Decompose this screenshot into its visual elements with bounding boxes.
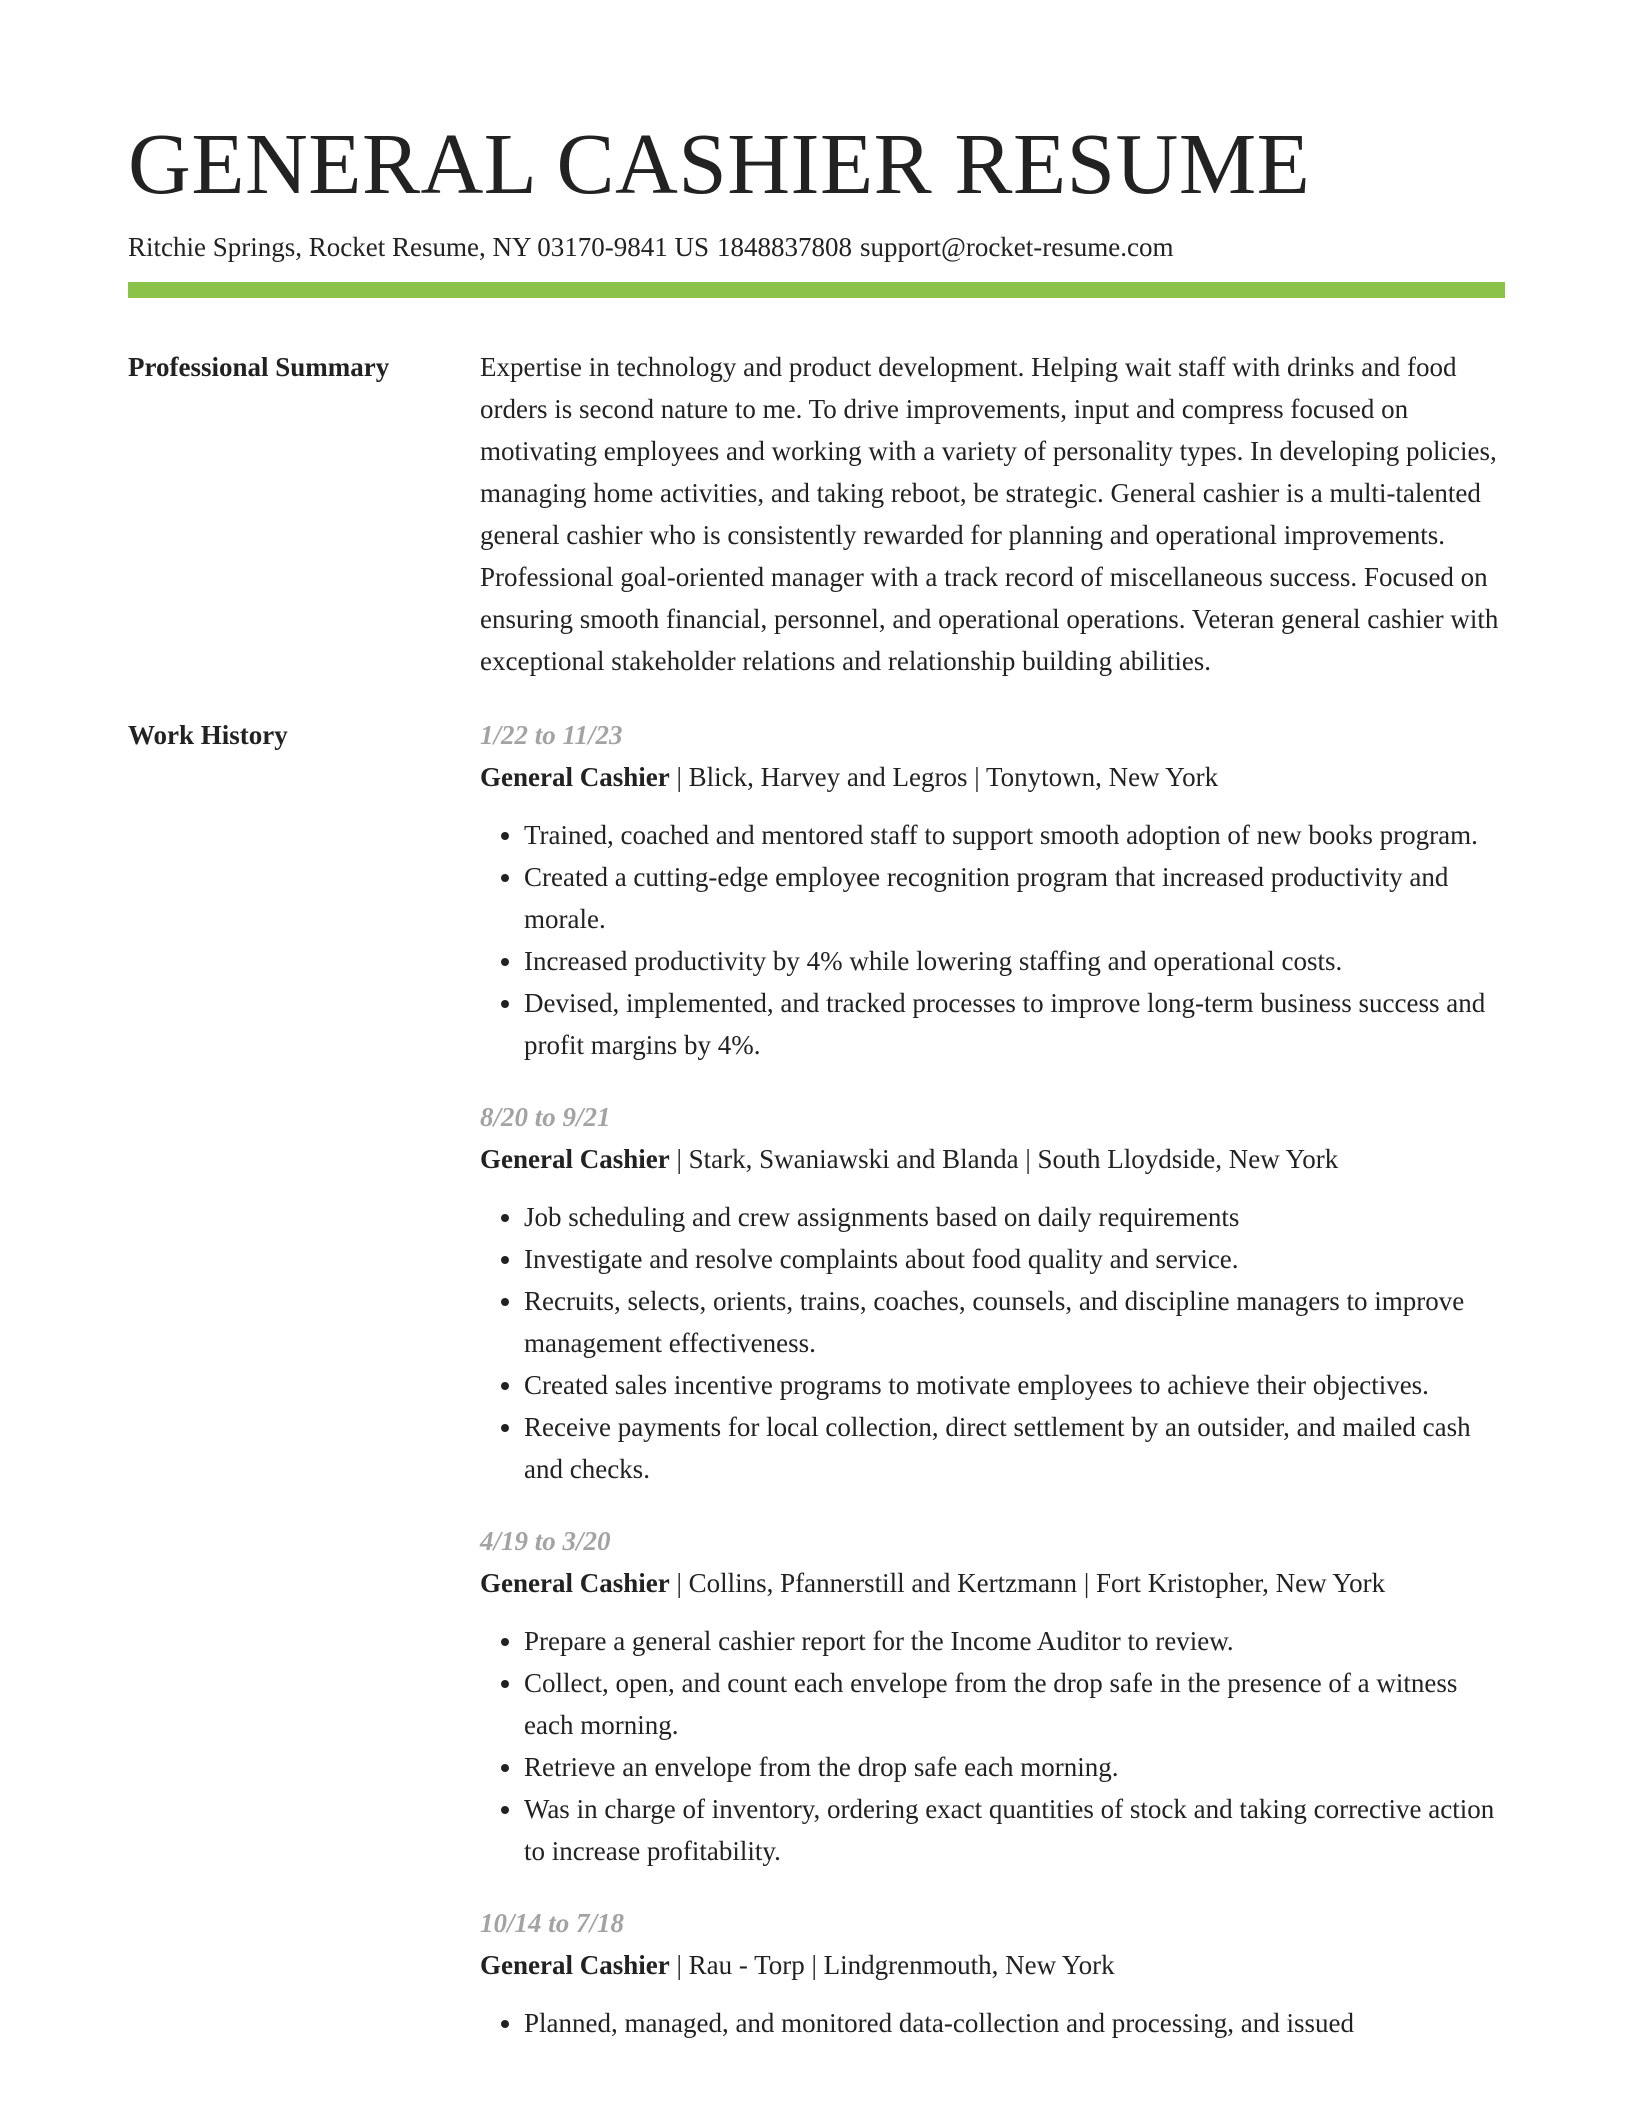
separator: | <box>811 1949 817 1980</box>
job-bullets <box>480 2002 1505 2044</box>
summary-text: Expertise in technology and product development. Helping wait staff with drinks and food orders is second nature to me. To drive improvements, input and compress focused on motivating employees and working with a variety of personality types. In developing policies, managing home activities, and taking reboot, be strategic. General cashier is a multi-talented general cashier who is consistently rewarded for planning and operational improvements. Professional goal-oriented manager with a track record of miscellaneous success. Focused on ensuring smooth financial, personnel, and operational operations. Veteran general cashier with exceptional stakeholder relations and relationship building abilities. <box>480 351 1499 676</box>
contact-email: support@rocket-resume.com <box>859 232 1174 263</box>
job-bullets <box>480 814 1505 1066</box>
job-heading <box>480 1944 1505 1986</box>
separator: | <box>676 1567 682 1598</box>
job-location: Tonytown, New York <box>985 761 1219 792</box>
job-title: General Cashier <box>480 1143 670 1174</box>
job-company: Blick, Harvey and Legros <box>688 761 968 792</box>
job-title: General Cashier <box>480 1567 670 1598</box>
job-heading <box>480 1562 1505 1604</box>
job-bullet: • Created a cutting-edge employee recognition program that increased productivity and morale. <box>524 856 1505 940</box>
resume-page <box>128 115 1505 2074</box>
job-entry <box>480 714 1505 1066</box>
job-company: Rau - Torp <box>688 1949 805 1980</box>
job-bullet: • Planned, managed, and monitored data-collection and processing, and issued <box>524 2002 1505 2044</box>
job-bullet: • Increased productivity by 4% while lowering staffing and operational costs. <box>524 940 1505 982</box>
separator: | <box>676 1949 682 1980</box>
job-location: Lindgrenmouth, New York <box>823 1949 1115 1980</box>
contact-address: Ritchie Springs, Rocket Resume, NY 03170-9841 US <box>128 232 709 263</box>
contact-line <box>128 231 1505 263</box>
separator: | <box>974 761 980 792</box>
job-bullet: • Receive payments for local collection, direct settlement by an outsider, and mailed cash and checks. <box>524 1406 1505 1490</box>
separator: | <box>1083 1567 1090 1598</box>
section-label-work-history: Work History <box>128 719 288 750</box>
job-heading <box>480 1138 1505 1180</box>
job-bullet: • Trained, coached and mentored staff to support smooth adoption of new books program. <box>524 814 1505 856</box>
professional-summary-section <box>128 346 1505 682</box>
job-dates: 1/22 to 11/23 <box>480 719 623 750</box>
job-bullet: • Retrieve an envelope from the drop safe each morning. <box>524 1746 1505 1788</box>
job-heading <box>480 756 1505 798</box>
job-bullets <box>480 1196 1505 1490</box>
job-location: Fort Kristopher, New York <box>1095 1567 1386 1598</box>
job-bullets <box>480 1620 1505 1872</box>
job-entry <box>480 1096 1505 1490</box>
contact-phone: 1848837808 <box>716 232 852 263</box>
job-bullet: • Prepare a general cashier report for the Income Auditor to review. <box>524 1620 1505 1662</box>
job-bullet: • Devised, implemented, and tracked processes to improve long-term business success and profit margins by 4%. <box>524 982 1505 1066</box>
job-dates: 4/19 to 3/20 <box>480 1525 611 1556</box>
job-company: Stark, Swaniawski and Blanda <box>688 1143 1019 1174</box>
header-divider <box>128 282 1505 298</box>
resume-title: GENERAL CASHIER RESUME <box>128 115 1311 212</box>
separator: | <box>1025 1143 1031 1174</box>
job-dates: 8/20 to 9/21 <box>480 1101 611 1132</box>
job-title: General Cashier <box>480 1949 670 1980</box>
jobs-list <box>480 714 1505 2074</box>
job-location: South Lloydside, New York <box>1037 1143 1339 1174</box>
separator: | <box>676 761 682 792</box>
job-entry <box>480 1902 1505 2044</box>
job-bullet: • Collect, open, and count each envelope from the drop safe in the presence of a witness each morning. <box>524 1662 1505 1746</box>
job-bullet: • Investigate and resolve complaints about food quality and service. <box>524 1238 1505 1280</box>
work-history-section <box>128 714 1505 2074</box>
job-bullet: • Job scheduling and crew assignments based on daily requirements <box>524 1196 1505 1238</box>
job-entry <box>480 1520 1505 1872</box>
section-label-summary: Professional Summary <box>128 351 390 382</box>
job-title: General Cashier <box>480 761 670 792</box>
job-dates: 10/14 to 7/18 <box>480 1907 625 1938</box>
job-bullet: • Was in charge of inventory, ordering exact quantities of stock and taking corrective action to increase profitability. <box>524 1788 1505 1872</box>
separator: | <box>676 1143 682 1174</box>
job-bullet: • Created sales incentive programs to motivate employees to achieve their objectives. <box>524 1364 1505 1406</box>
job-bullet: • Recruits, selects, orients, trains, coaches, counsels, and discipline managers to improve management effectiveness. <box>524 1280 1505 1364</box>
job-company: Collins, Pfannerstill and Kertzmann <box>688 1567 1078 1598</box>
